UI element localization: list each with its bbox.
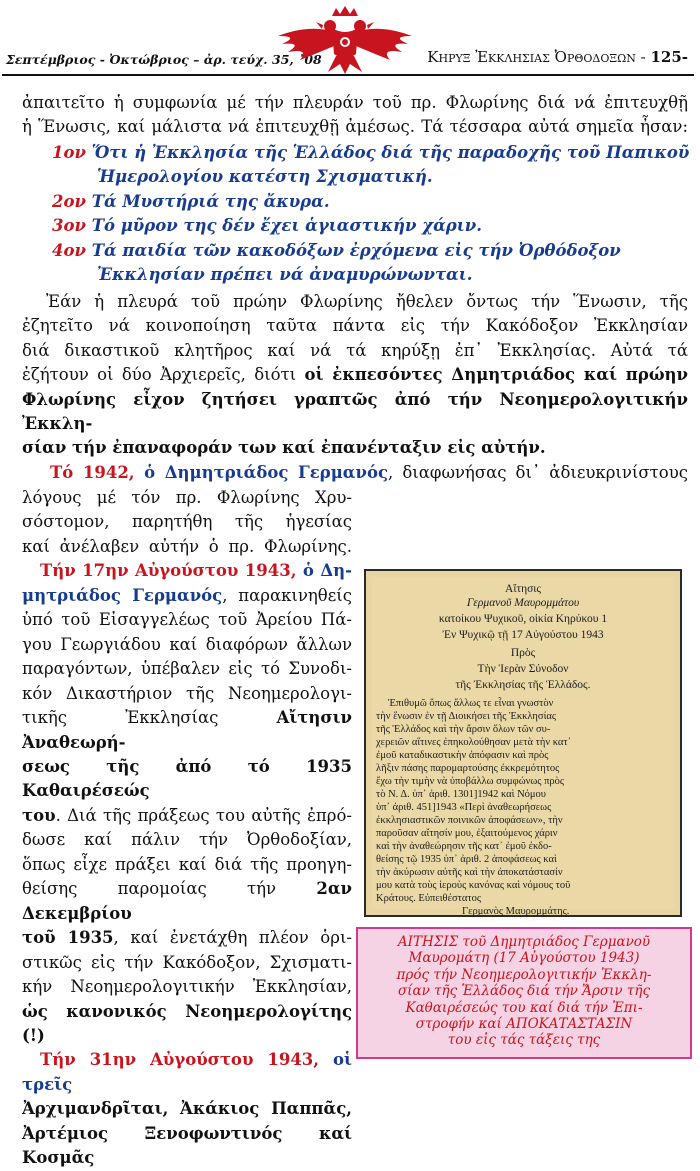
- point-1-cont: Ἡμερολογίου κατέστη Σχισματική.: [97, 167, 433, 186]
- paragraph-3: Τό 1942, ὁ Δημητριάδος Γερμανός, διαφωνήσας δι᾽ ἀδιευκρινίστους: [50, 463, 688, 482]
- issue-info: Σεπτέμβριος - Ὀκτώβριος – ἀρ. τεύχ. 35, ᾽08: [6, 52, 322, 67]
- journal-title: Κηρυξ Ἐκκλησιας Ὀρθοδοξων - 125-: [427, 48, 688, 66]
- petition-document-image: Αἴτησις Γερμανοῦ Μαυρομμάτου κατοίκου Ψυχικοῦ, οἰκία Κηρύκου 1 Ἐν Ψυχικῷ τῇ 17 Αὐγούστου 1943 Πρὸς Τὴν Ἱερὰν Σύνοδον τῆς Ἐκκλησίας τῆς Ἑλλάδος. Ἐπιθυμῶ ὅπως ἄλλως τε εἶναι γνωστὸν τὴν ἕνωσιν ἐν τῇ Διοικήσει τῆς Ἐκκλησίας τῆς Ἑλλάδος καὶ τὴν ἄρσιν ὅλων τῶν συ- χερειῶν αἵτινες ἐπηκολούθησαν μετὰ τὴν κατ᾽ ἐμοῦ καταδικαστικὴν ἀπόφασιν καὶ πρὸς λῆξιν πάσης παρομαρτούσης ἐκκρεμότητος ἔχω τὴν τιμὴν νὰ ὑποβάλλω συμφώνως πρὸς τὸ Ν. Δ. ὑπ᾽ ἀριθ. 1301]1942 καὶ Νόμου ὑπ᾽ ἀριθ. 451]1943 «Περὶ ἀναθεωρήσεως ἐκκλησιαστικῶν ποινικῶν ἀποφάσεων», τὴν παροῦσαν αἴτησίν μου, ἐξαιτούμενος χάριν καὶ τὴν ἀναθεώρησιν τῆς κατ᾽ ἐμοῦ ἐκδο- θείσης τῷ 1935 ὑπ᾽ ἀριθ. 2 ἀποφάσεως καὶ τὴν ἀκύρωσιν αὐτῆς καὶ τὴν ἀποκατάστασίν μου κατὰ τοὺς ἱεροὺς κανόνας καὶ νόμους τοῦ Κράτους. Εὐπειθέστατος Γερμανὸς Μαυρομμάτης.: [364, 569, 682, 917]
- double-headed-eagle-icon: [260, 6, 430, 76]
- left-column-text: λόγους μέ τόν πρ. Φλωρίνης Χρυ- σόστομον, παρητήθη τῆς ἡγεσίας καί ἀνέλαβεν αὐτήν ὁ πρ. Φλωρίνης. Τήν 17ην Αὐγούστου 1943, ὁ Δη- μητριάδος Γερμανός, παρακινηθείς ὑπό τοῦ Εἰσαγγελέως τοῦ Ἀρείου Πά- γου Γεωργιάδου καί διαφόρων ἄλλων παραγόντων, ὑπέβαλεν εἰς τό Συνοδι- κόν Δικαστήριον τῆς Νεοημερολογι- τικῆς Ἐκκλησίας Αἴτησιν Ἀναθεωρή- σεως τῆς ἀπό τό 1935 Καθαιρέσεώς του. Διά τῆς πράξεως του αὐτῆς ἐπρό- δωσε καί πάλιν τήν Ὀρθοδοξίαν, ὅπως εἶχε πράξει καί διά τῆς προηγη- θείσης παρομοίας τήν 2αν Δεκεμβρίου τοῦ 1935, καί ἐνετάχθη πλέον ὁρι- στικῶς εἰς τήν Κακόδοξον, Σχισματι- κήν Νεοημερολογιτικήν Ἐκκλησίαν, ὡς κανονικός Νεοημερολογίτης (!) Τήν 31ην Αὐγούστου 1943, οἱ τρεῖς Ἀρχιμανδρῖται, Ἀκάκιος Παππᾶς, Ἀρτέμιος Ξενοφωντινός καί Κοσμᾶς: [22, 488, 353, 1168]
- point-2: 2ον Τά Μυστήριά της ἄκυρα.: [52, 192, 330, 211]
- image-caption: ΑΙΤΗΣΙΣ τοῦ Δημητριάδος Γερμανοῦ Μαυρομάτη (17 Αὐγούστου 1943) πρός τήν Νεοημερολογιτικήν Ἐκκλη- σίαν τῆς Ἑλλάδος διά τήν Ἄρσιν τῆς Καθαιρέσεώς του καί διά τήν Ἐπι- στροφήν καί ΑΠΟΚΑΤΑΣΤΑΣΙΝ του εἰς τάς τάξεις της: [356, 927, 692, 1059]
- page-number: 125: [650, 48, 682, 66]
- point-4: 4ον Τά παιδία τῶν κακοδόξων ἐρχόμενα εἰς τήν Ὀρθόδοξον: [52, 241, 621, 260]
- header-divider: [2, 74, 694, 76]
- intro-paragraph: ἀπαιτεῖτο ἡ συμφωνία μέ τήν πλευράν τοῦ πρ. Φλωρίνης διά νά ἐπιτευχθῇ ἡ Ἕνωσις, καί μάλιστα νά ἐπιτευχθῇ ἀμέσως. Τά τέσσαρα αὐτά σημεῖα ἦσαν:: [22, 93, 688, 137]
- point-3: 3ον Τό μῦρον της δέν ἔχει ἁγιαστικήν χάριν.: [52, 216, 482, 235]
- paragraph-2: Ἐάν ἡ πλευρά τοῦ πρώην Φλωρίνης ἤθελεν ὄντως τήν Ἕνωσιν, τῆς ἐζητεῖτο νά κοινοποίηση ταῦτα πάντα εἰς τήν Κακόδοξον Ἐκκλησίαν διά δικαστικοῦ κλητῆρος καί νά τά κηρύξῃ ἐπ᾽ Ἐκκλησίας. Αὐτά τά ἐζήτουν οἱ δύο Ἀρχιερεῖς, διότι οἱ ἐκπεσόντες Δημητριάδος καί πρώην Φλωρίνης εἶχον ζητήσει γραπτῶς ἀπό τήν Νεοημερολογιτικήν Ἐκκλη- σίαν τήν ἐπαναφοράν των καί ἐπανένταξιν εἰς αὐτήν.: [22, 292, 688, 458]
- point-4-cont: Ἐκκλησίαν πρέπει νά ἀναμυρώνωνται.: [97, 265, 473, 284]
- point-1: 1ον Ὅτι ἡ Ἐκκλησία τῆς Ἑλλάδος διά τῆς παραδοχῆς τοῦ Παπικοῦ: [52, 143, 690, 162]
- page-header: [0, 0, 700, 78]
